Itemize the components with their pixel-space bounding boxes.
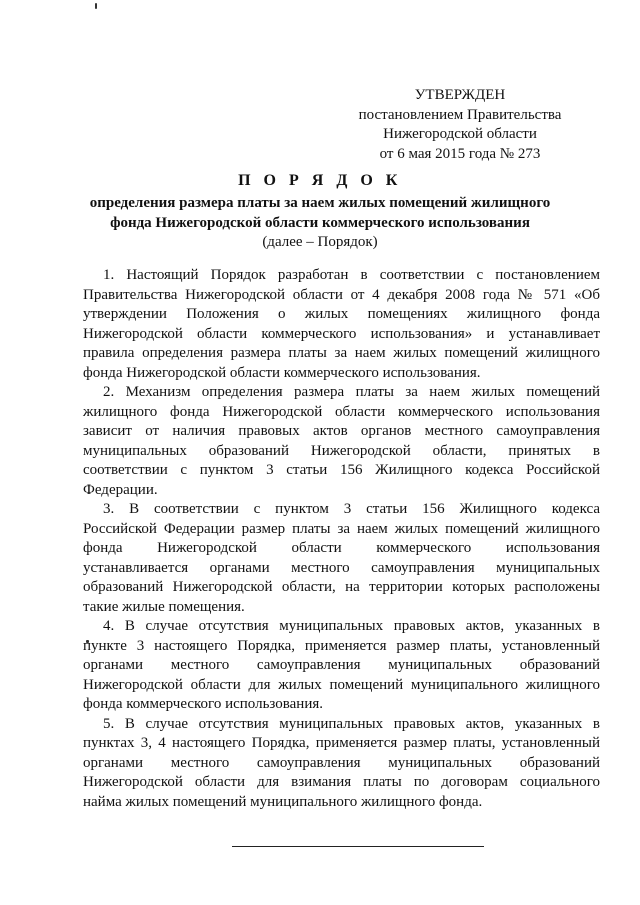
body-line: фонда Нижегородской области коммерческого использования <box>83 540 600 556</box>
approval-line: Нижегородской области <box>383 126 537 142</box>
body-line: 5. В случае отсутствия муниципальных правовых актов, указанных в <box>103 716 600 732</box>
body-line: зависит от наличия правовых актов органов местного самоуправления <box>83 423 600 439</box>
approval-line: УТВЕРЖДЕН <box>414 87 506 103</box>
body-line: 1. Настоящий Порядок разработан в соответствии с постановлением <box>103 267 600 283</box>
body-line: Нижегородской области для взимания платы по договорам социального <box>83 774 600 790</box>
body-line: фонда Нижегородской области коммерческого использования. <box>83 365 481 381</box>
approval-line: от 6 мая 2015 года № 273 <box>379 145 541 162</box>
abbreviation-note: (далее – Порядок) <box>262 234 378 250</box>
approval-stamp <box>340 86 580 164</box>
body-line: соответствии с пунктом 3 статьи 156 Жилищного кодекса Российской <box>83 462 600 478</box>
body-line: утверждении Положения о жилых помещениях жилищного фонда <box>83 306 600 322</box>
body-line: 3. В соответствии с пунктом 3 статьи 156 Жилищного кодекса <box>103 501 600 517</box>
scan-speck <box>95 3 97 9</box>
document-title: П О Р Я Д О К <box>238 172 402 189</box>
body-line: Правительства Нижегородской области от 4 декабря 2008 года № 571 «Об <box>83 287 600 303</box>
subtitle-line: определения размера платы за наем жилых помещений жилищного <box>89 195 551 211</box>
body-line: образований Нижегородской области, на территории которых расположены <box>83 579 600 595</box>
body-line: Федерации. <box>83 482 158 498</box>
body-line: правила определения размера платы за наем жилых помещений жилищного <box>83 345 600 361</box>
body-line: фонда коммерческого использования. <box>83 696 324 712</box>
subtitle-line: фонда Нижегородской области коммерческого использования <box>110 215 530 231</box>
end-divider <box>232 846 484 847</box>
body-line: жилищного фонда Нижегородской области коммерческого использования <box>83 404 600 420</box>
body-line: Нижегородской области коммерческого использования» и устанавливает <box>83 326 600 342</box>
body-line: муниципальных образований Нижегородской области, принятых в <box>83 443 600 459</box>
body-line: 4. В случае отсутствия муниципальных правовых актов, указанных в <box>103 618 600 634</box>
body-line: 2. Механизм определения размера платы за наем жилых помещений <box>103 384 600 400</box>
body-line: пункте 3 настоящего Порядка, применяется размер платы, установленный <box>83 638 600 654</box>
body-line: найма жилых помещений муниципального жилищного фонда. <box>83 794 483 810</box>
body-line: Нижегородской области для жилых помещений муниципального жилищного <box>83 677 600 693</box>
body-line: Российской Федерации размер платы за наем жилых помещений жилищного <box>83 521 600 537</box>
document-subtitle <box>60 193 580 233</box>
approval-line: постановлением Правительства <box>358 106 562 123</box>
body-line: органами местного самоуправления муниципальных образований <box>83 657 600 673</box>
body-line: пунктах 3, 4 настоящего Порядка, применяется размер платы, установленный <box>83 735 600 751</box>
body-line: органами местного самоуправления муниципальных образований <box>83 755 600 771</box>
body-line: устанавливается органами местного самоуправления муниципальных <box>83 560 600 576</box>
body-line: такие жилые помещения. <box>83 599 245 615</box>
